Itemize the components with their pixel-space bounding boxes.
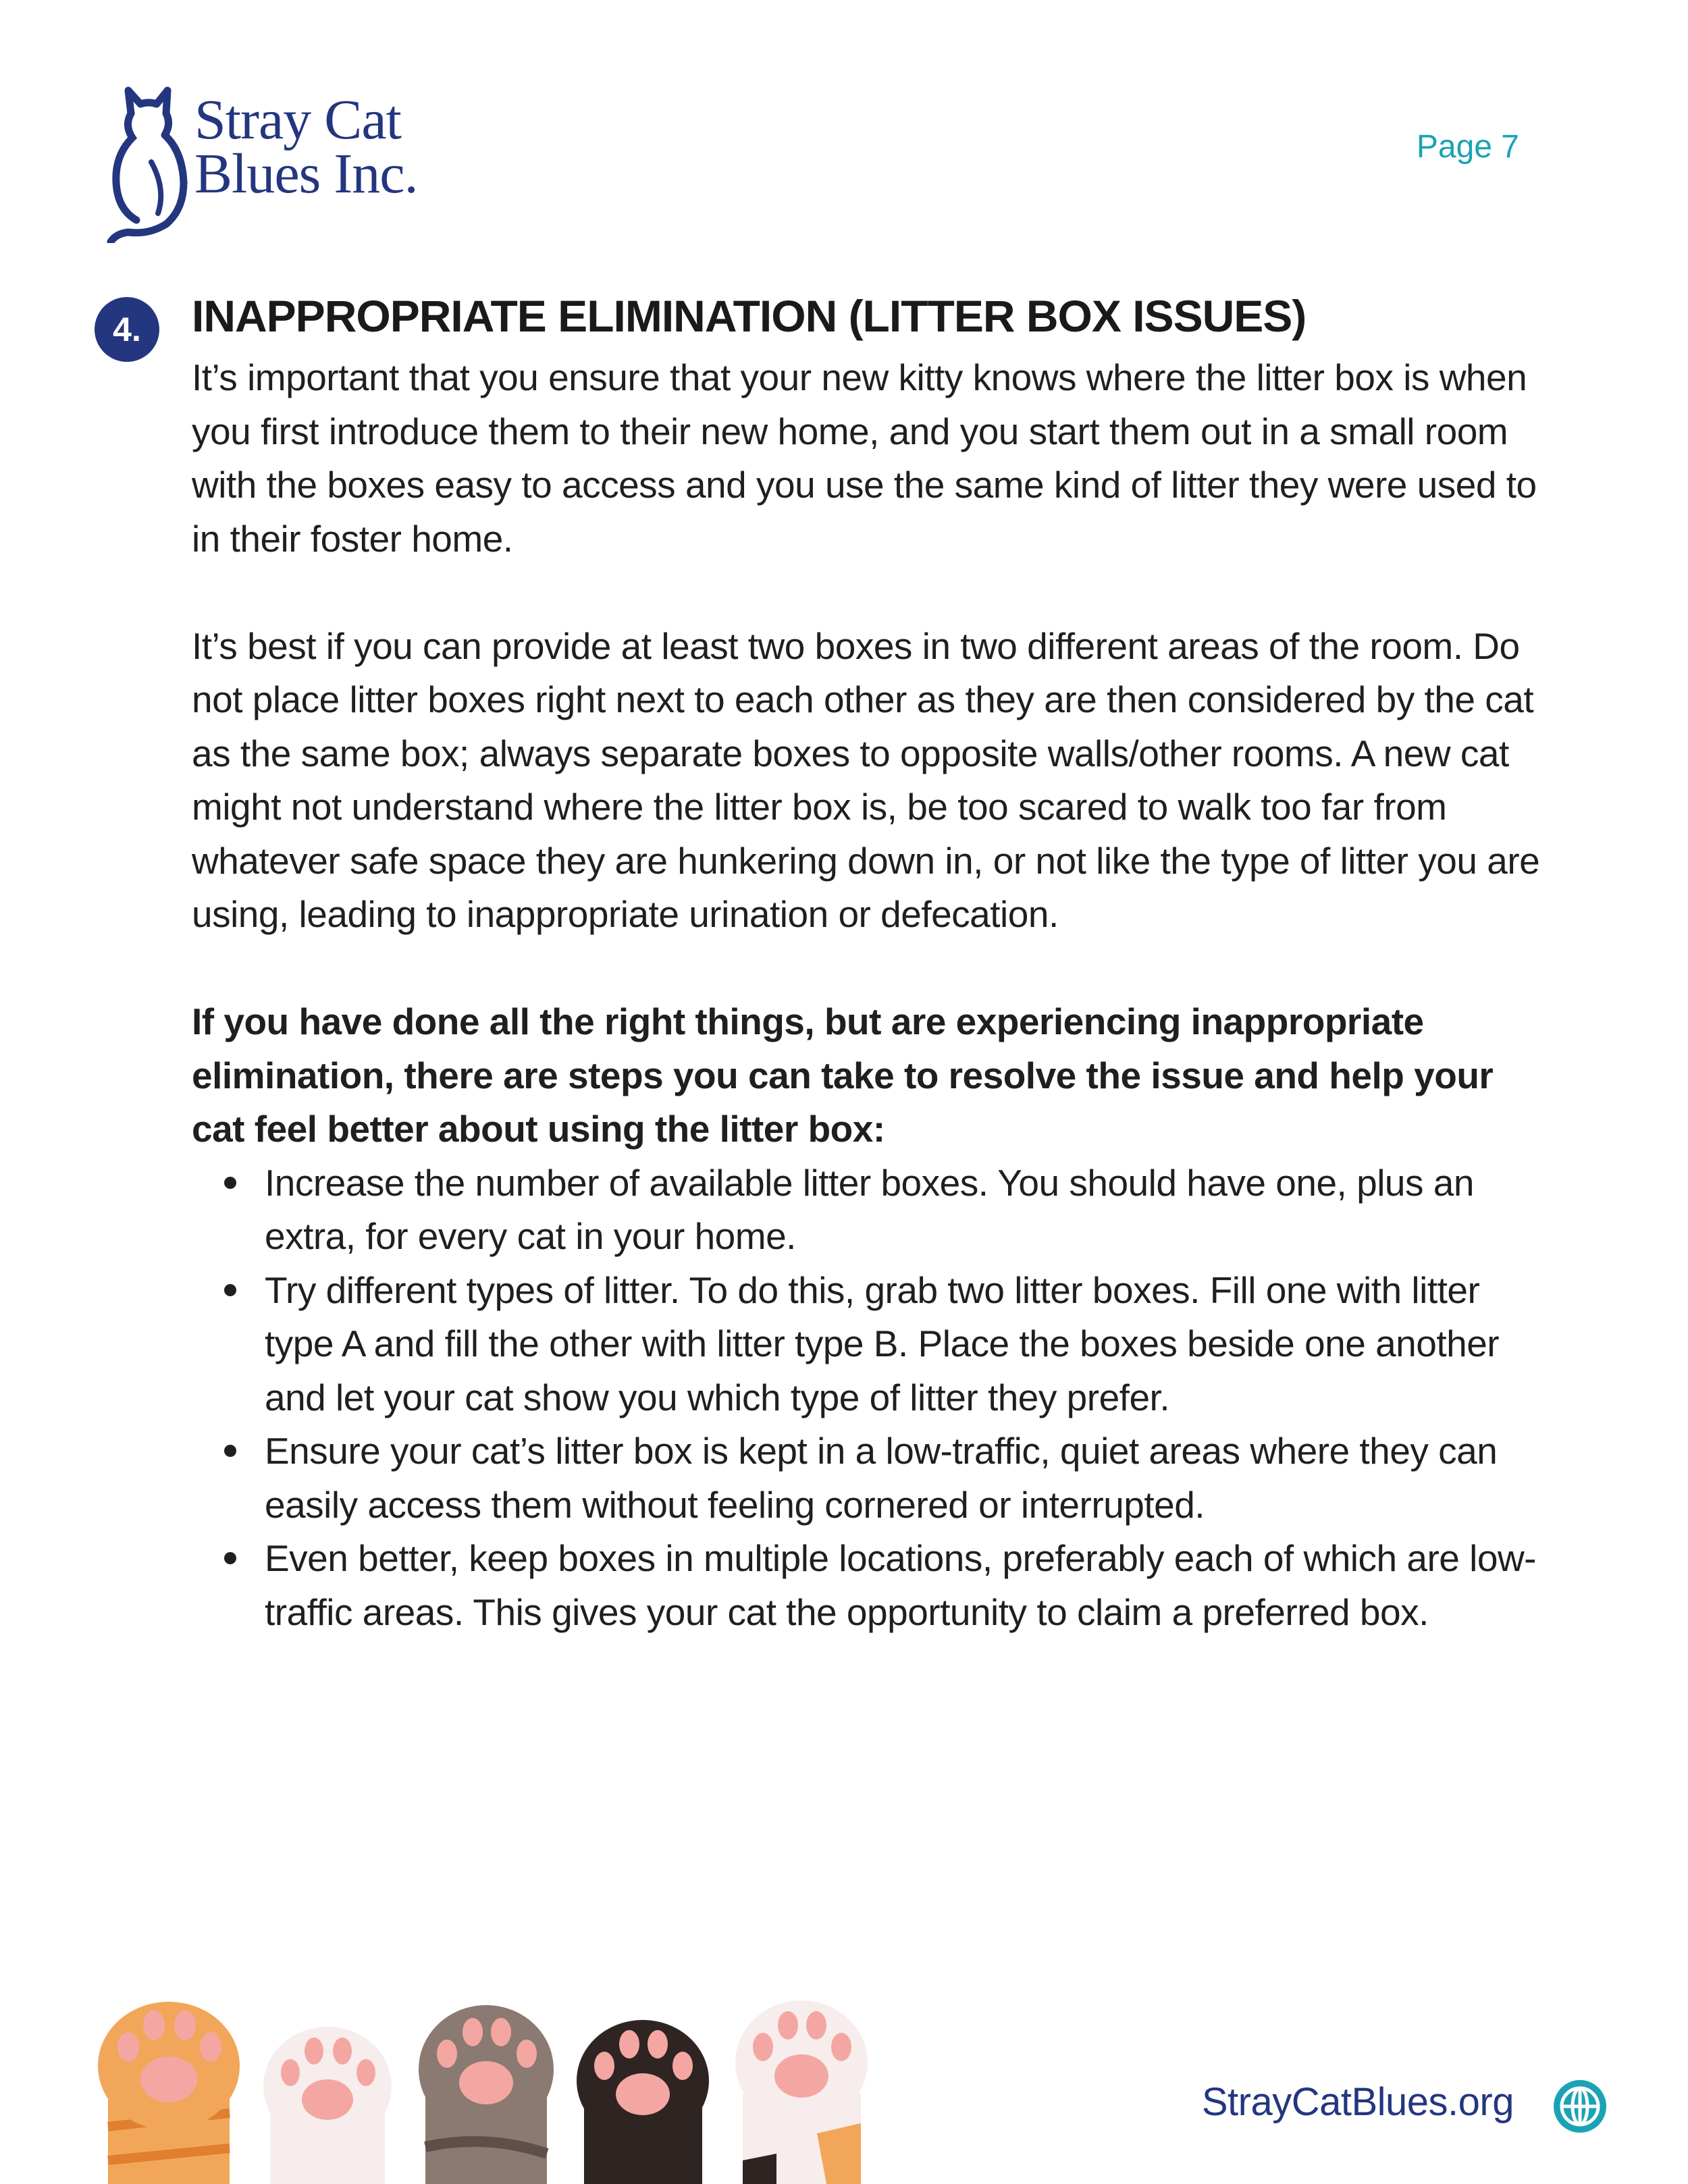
- lead-paragraph: If you have done all the right things, but are experiencing inappropriate elimination, there are steps you can take to resolve the issue and help your cat feel better about using the litter box:: [192, 1001, 1494, 1150]
- logo-line-2: Blues Inc.: [194, 142, 418, 205]
- section-number-badge: 4.: [95, 297, 159, 362]
- grey-paw-icon: [419, 2005, 554, 2184]
- list-item: Increase the number of available litter boxes. You should have one, plus an extra, for every cat in your home.: [265, 1156, 1556, 1264]
- list-item: Ensure your cat’s litter box is kept in a low-traffic, quiet areas where they can easily access them without feeling cornered or interrupted.: [265, 1424, 1556, 1532]
- globe-icon: [1552, 2078, 1608, 2135]
- page-number: Page 7: [1416, 129, 1519, 165]
- tips-list: [192, 1156, 1556, 1640]
- cat-logo-icon: [101, 81, 189, 243]
- section-body: [192, 351, 1556, 1639]
- body-paragraph: It’s best if you can provide at least two boxes in two different areas of the room. Do not place litter boxes right next to each other as they are then considered by the cat as the same box; always separate boxes to opposite walls/other rooms. A new cat might not understand where the litter box is, be too scared to walk too far from whatever safe space they are hunkering down in, or not like the type of litter you are using, leading to inappropriate urination or defecation.: [192, 624, 1540, 935]
- section-title: INAPPROPRIATE ELIMINATION (LITTER BOX ISSUES): [192, 291, 1307, 341]
- footer-website[interactable]: StrayCatBlues.org: [1201, 2080, 1514, 2124]
- logo-wordmark: [194, 88, 418, 205]
- logo: [101, 81, 452, 243]
- logo-line-1: Stray Cat: [194, 88, 401, 151]
- list-item: Try different types of litter. To do this, grab two litter boxes. Fill one with litter type A and fill the other with litter type B. Place the boxes beside one another and let your cat show you which type of litter they prefer.: [265, 1264, 1556, 1425]
- orange-paw-icon: [98, 2002, 240, 2184]
- list-item: Even better, keep boxes in multiple locations, preferably each of which are low-traffic areas. This gives your cat the opportunity to claim a preferred box.: [265, 1532, 1556, 1639]
- body-paragraph: It’s important that you ensure that your new kitty knows where the litter box is when you first introduce them to their new home, and you start them out in a small room with the boxes easy to access and you use the same kind of litter they were used to in their foster home.: [192, 356, 1537, 560]
- cat-paws-illustration: [95, 1992, 878, 2184]
- calico-paw-icon: [735, 2000, 868, 2184]
- black-paw-icon: [577, 2020, 709, 2184]
- white-paw-icon: [263, 2027, 392, 2184]
